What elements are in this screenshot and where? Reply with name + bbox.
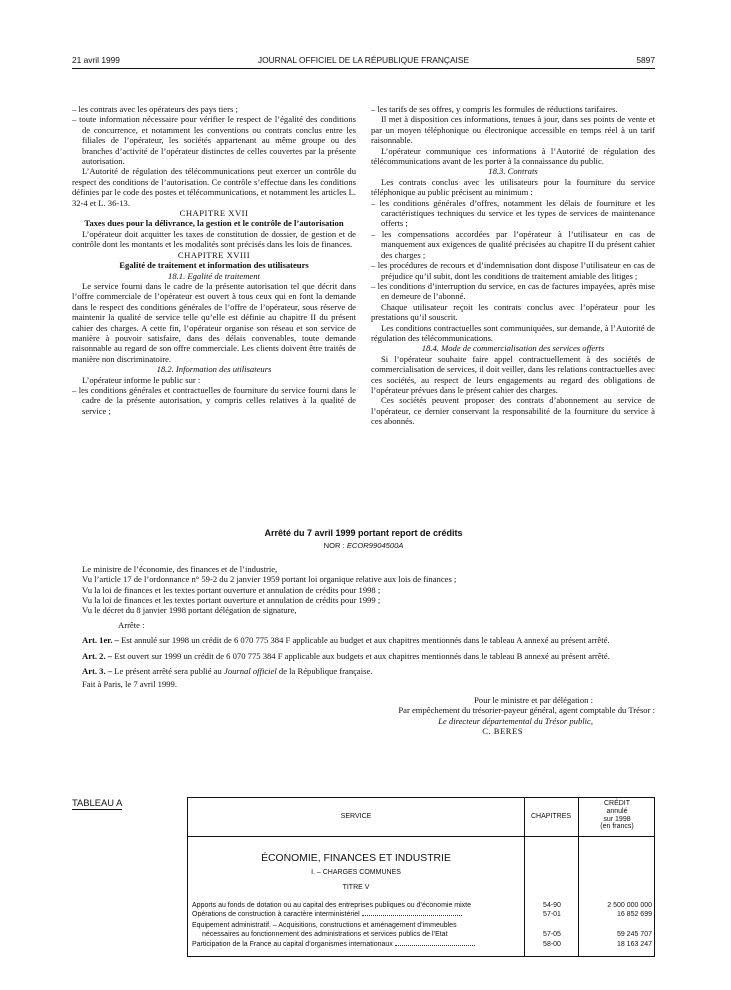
article-1: Art. 1er. – Est annulé sur 1998 un crédit de 6 070 775 384 F applicable au budget et aux chapitres mentionnés dans le tableau A annexé au présent arrêté.	[82, 635, 610, 646]
paragraph: Il met à disposition ces informations, tenues à jour, dans ses points de vente et par un moyen téléphonique ou électronique accessible en temps réel à un tarif raisonnable.	[371, 114, 655, 146]
arrete-word: Arrête :	[118, 619, 145, 630]
chapter-title: Egalité de traitement et information des utilisateurs	[119, 260, 309, 271]
visa: Vu la loi de finances et les textes portant ouverture et annulation de crédits pour 1998 ;	[82, 584, 381, 595]
visa: Vu l’article 17 de l’ordonnance n° 59-2 du 2 janvier 1959 portant loi organique relative aux lois de finances ;	[82, 574, 457, 585]
credits-table: SERVICE CHAPITRES CRÉDIT annulé sur 1998 (en francs) ÉCONOMIE, FINANCES ET INDUSTRIE I. – CHARGES COMMUNES TITRE V Apports au fonds de dotation ou au capital des entreprises publiques ou d’économie mixte 54-90 2 500 000 000 Opérations de construction à caractère interministériel 57-01 16 852 699 Equipement administratif. – Acquisitions, constructions et aménagement d’immeubles nécessaires au fonctionnement des administrations et services publics de l’Etat 57-05 59 245 707 Participation de la France au capital d’organismes internationaux 58-00 18 163 247	[187, 797, 655, 957]
paragraph: – les tarifs de ses offres, y compris les formules de réductions tarifaires.	[371, 104, 618, 114]
list-item: – les compensations accordées par l’opérateur à l’utilisateur en cas de manquement aux exigences de qualité précisées au chapitre II du présent cahier des charges ;	[371, 228, 655, 260]
section-heading: 18.2. Information des utilisateurs	[156, 364, 272, 375]
list-item: – les conditions d’interruption du service, en cas de factures impayées, après mise en demeure de l’abonné.	[371, 280, 655, 302]
visa: Le ministre de l’économie, des finances et de l’industrie,	[82, 563, 278, 574]
nor-label: NOR :	[323, 541, 345, 551]
left-column	[72, 104, 356, 416]
header-date: 21 avril 1999	[72, 55, 120, 65]
paragraph: Les conditions contractuelles sont communiquées, sur demande, à l’Autorité de régulation des télécommunications.	[371, 322, 655, 343]
signature-line: Pour le ministre et par délégation :	[474, 694, 593, 705]
column-header-chapitres: CHAPITRES	[530, 813, 572, 820]
section-heading: 18.4. Mode de commercialisation des services offerts	[421, 343, 605, 354]
signature-line: Le directeur départemental du Trésor public,	[438, 715, 593, 726]
titre-heading: TITRE V	[342, 884, 370, 891]
chapter-title: Taxes dues pour la délivrance, la gestion et le contrôle de l’autorisation	[84, 218, 344, 229]
paragraph: – les contrats avec les opérateurs des pays tiers ;	[72, 104, 238, 114]
article-2: Art. 2. – Est ouvert sur 1999 un crédit de 6 070 775 384 F applicable aux budgets et aux chapitres mentionnés dans le tableau B annexé au présent arrêté.	[82, 650, 610, 661]
page-header	[72, 55, 655, 69]
nor-code: ECOR9904500A	[346, 541, 404, 551]
paragraph: – les conditions générales et contractuelles de fourniture du service fourni dans le cadre de la présente autorisation, y compris celles relatives à la qualité de service ;	[72, 384, 356, 416]
arrete-title: Arrêté du 7 avril 1999 portant report de crédits	[264, 528, 463, 538]
list-item: – les procédures de recours et d’indemnisation dont dispose l’utilisateur en cas de préjudice qu’il subit, dont les conditions de traitement amiable des litiges ;	[371, 260, 655, 281]
table-column-divider	[524, 798, 525, 956]
fait-a-paris: Fait à Paris, le 7 avril 1999.	[82, 679, 177, 690]
signatory-name: C. BERES	[482, 726, 523, 737]
visa: Vu la loi de finances et les textes portant ouverture et annulation de crédits pour 1999 ;	[82, 595, 381, 606]
header-rule	[72, 68, 655, 69]
paragraph: Le service fourni dans le cadre de la présente autorisation tel que décrit dans l’offre commerciale de l’opérateur est ouvert à tous ceux qui en font la demande dans le respect des conditions générales de l’offre de l’opérateur, sous réserve de maintenir la qualité de service telle qu’elle est définie au chapitre II du présent cahier des charges. A cette fin, l’opérateur organise son réseau et son service de manière à pouvoir satisfaire, dans des délais convenables, toute demande raisonnable au regard de son offre commerciale. Les clients doivent être traités de manière non discriminatoire.	[72, 280, 356, 364]
visa: Vu le décret du 8 janvier 1998 portant délégation de signature,	[82, 605, 297, 616]
article-3: Art. 3. – Le présent arrêté sera publié au Journal officiel de la République française.	[82, 666, 373, 677]
paragraph: Ces sociétés peuvent proposer des contrats d’abonnement au service de l’opérateur, ce dernier conservant la responsabilité de la fourniture du service à ces abonnés.	[371, 395, 655, 427]
paragraph: Chaque utilisateur reçoit les contrats conclus avec l’opérateur pour les prestations qu’il souscrit.	[371, 301, 655, 323]
header-page-number: 5897	[636, 55, 655, 65]
nor-reference	[72, 541, 655, 551]
list-item: – les conditions générales d’offres, notamment les délais de fourniture et les caractéristiques techniques du service et les types de services de maintenance offerts ;	[371, 197, 655, 229]
arrete-body	[72, 564, 655, 737]
paragraph: L’Autorité de régulation des télécommunications peut exercer un contrôle du respect des conditions de l’autorisation. Ce contrôle s’effectue dans les conditions définies par le code des postes et télécommunications, et notamment les articles L. 32-4 et L. 36-13.	[72, 166, 356, 208]
tableau-label: TABLEAU A	[72, 798, 122, 810]
chapter-heading: CHAPITRE XVIII	[177, 249, 251, 260]
paragraph: L’opérateur informe le public sur :	[82, 374, 201, 385]
paragraph: – toute information nécessaire pour vérifier le respect de l’égalité des conditions de concurrence, et notamment les conventions ou contrats conclus entre les filiales de l’opérateur, les sociétés appartenant au même groupe ou des branches d’activité de l’opérateur distinctes de celles couvertes par la présente autorisation.	[72, 114, 356, 167]
section-heading: 18.1. Egalité de traitement	[168, 270, 260, 281]
ministry-heading: ÉCONOMIE, FINANCES ET INDUSTRIE	[261, 853, 451, 864]
paragraph: Si l’opérateur souhaite faire appel contractuellement à des sociétés de commercialisation de services, il doit veiller, dans les relations contractuelles avec ces sociétés, au respect de leurs engagements au regard des obligations de l’opérateur prévues dans le présent cahier des charges.	[371, 353, 655, 395]
column-header-service: SERVICE	[340, 813, 372, 820]
signature-block	[72, 695, 655, 737]
paragraph: L’opérateur doit acquitter les taxes de constitution de dossier, de gestion et de contrôle dont les montants et les modalités sont précisés dans les lois de finances.	[72, 228, 356, 250]
signature-line: Par empêchement du trésorier-payeur général, agent comptable du Trésor :	[398, 705, 655, 716]
paragraph: Les contrats conclus avec les utilisateurs pour la fourniture du service téléphonique au public précisent au minimum :	[371, 176, 655, 198]
chapter-heading: CHAPITRE XVII	[179, 208, 249, 219]
paragraph: L’opérateur communique ces informations à l’Autorité de régulation des télécommunications avant de les porter à la connaissance du public.	[371, 145, 655, 167]
table-header-divider	[188, 836, 654, 837]
section-heading: 18.3. Contrats	[488, 166, 538, 177]
arrete-section	[72, 528, 655, 737]
column-header-credit: CRÉDIT annulé sur 1998 (en francs)	[600, 800, 634, 831]
header-journal-title: JOURNAL OFFICIEL DE LA RÉPUBLIQUE FRANÇAISE	[257, 55, 470, 65]
section-heading: I. – CHARGES COMMUNES	[311, 869, 401, 876]
right-column	[371, 104, 655, 427]
